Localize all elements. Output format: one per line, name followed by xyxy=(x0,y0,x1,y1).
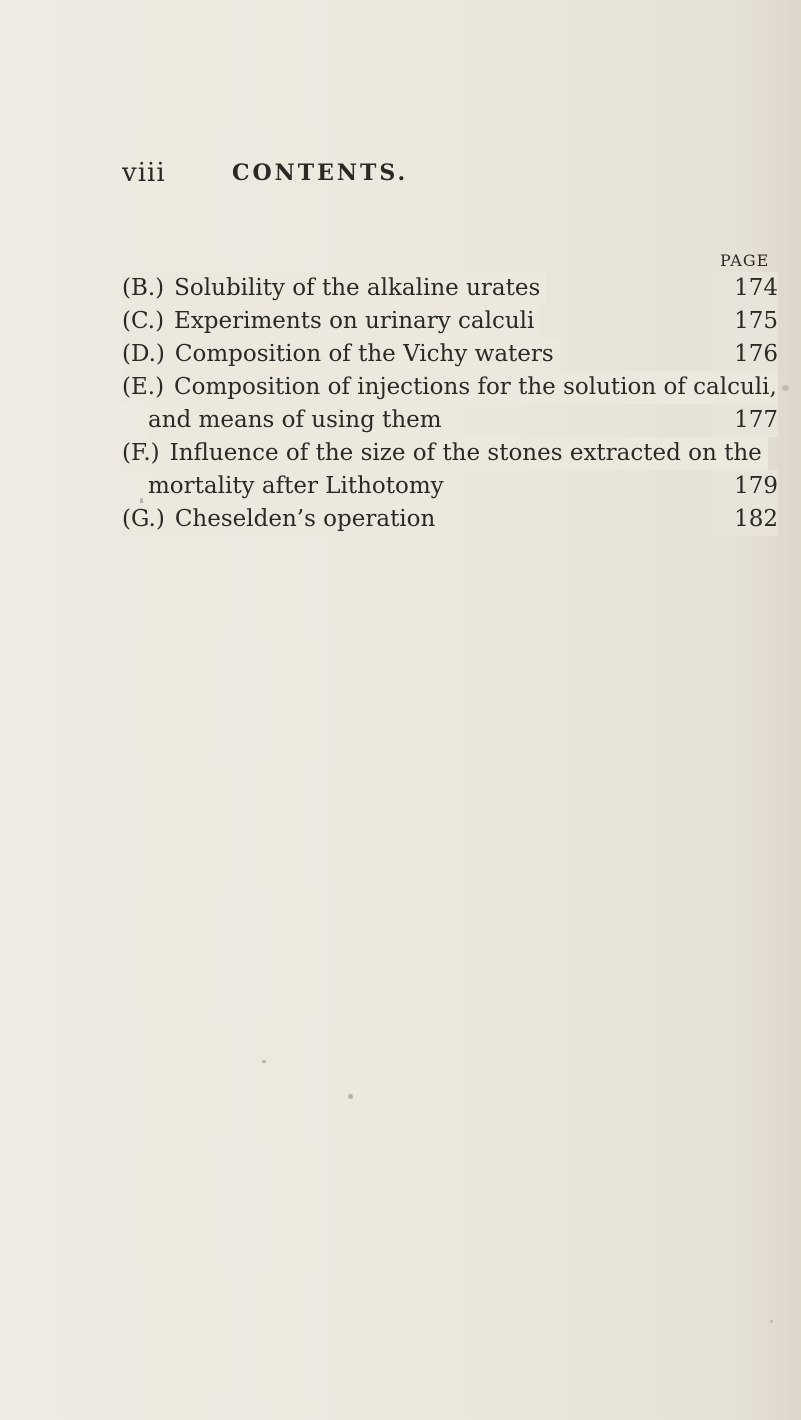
entry-title: Solubility of the alkaline urates xyxy=(174,275,541,301)
entry-title: Experiments on urinary calculi xyxy=(174,308,535,334)
toc-entry-d xyxy=(122,338,778,371)
running-head xyxy=(122,158,682,192)
toc-entry-e xyxy=(122,371,778,437)
page-column-label: PAGE xyxy=(720,251,770,270)
entry-label: (D.) xyxy=(122,341,165,367)
paper-speck xyxy=(262,1060,266,1063)
paper-speck xyxy=(770,1320,773,1323)
entry-label: (C.) xyxy=(122,308,165,334)
entry-page-number: 179 xyxy=(712,470,778,503)
entry-title-continued: and means of using them xyxy=(148,407,442,433)
entry-label: (E.) xyxy=(122,374,165,400)
toc-entry-b xyxy=(122,272,778,305)
table-of-contents xyxy=(122,272,778,536)
entry-page-number: 174 xyxy=(712,272,778,305)
paper-speck xyxy=(348,1094,353,1099)
entry-title: Composition of the Vichy waters xyxy=(174,341,554,367)
entry-label: (F.) xyxy=(122,440,160,466)
entry-page-number: 176 xyxy=(712,338,778,371)
entry-title: Composition of injections for the solution of calculi, xyxy=(174,374,777,400)
entry-title: Cheselden’s operation xyxy=(174,506,436,532)
entry-label: (B.) xyxy=(122,275,165,301)
toc-entry-g xyxy=(122,503,778,536)
entry-page-number: 182 xyxy=(712,503,778,536)
entry-page-number: 177 xyxy=(712,404,778,437)
toc-entry-f xyxy=(122,437,778,503)
page-title: CONTENTS. xyxy=(232,160,409,186)
entry-label: (G.) xyxy=(122,506,165,532)
toc-entry-c xyxy=(122,305,778,338)
page-number: viii xyxy=(122,158,166,188)
entry-page-number: 175 xyxy=(712,305,778,338)
paper-speck xyxy=(782,385,789,391)
entry-title-continued: mortality after Lithotomy xyxy=(148,473,444,499)
entry-title: Influence of the size of the stones extracted on the xyxy=(169,440,762,466)
